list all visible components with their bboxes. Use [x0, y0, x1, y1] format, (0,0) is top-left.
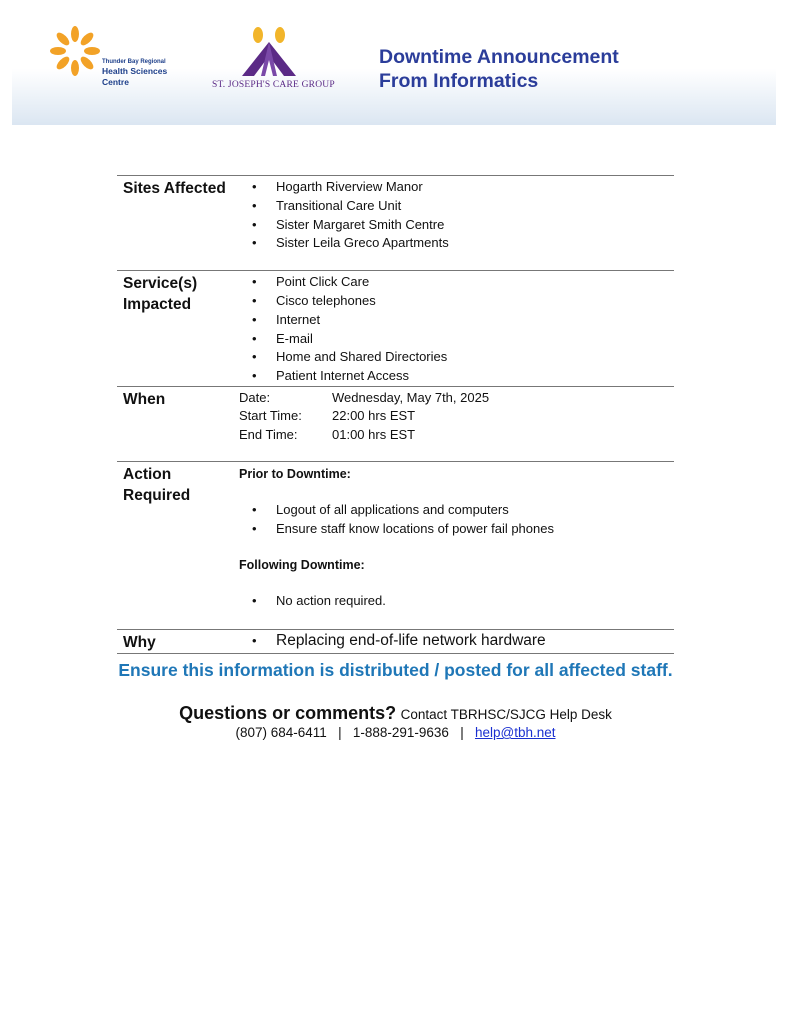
- when-content: [239, 386, 674, 462]
- services-list: [239, 273, 674, 386]
- services-content: [239, 271, 674, 387]
- prior-list: [239, 501, 674, 539]
- list-item: • Cisco telephones: [239, 292, 674, 311]
- end-time-line: [239, 426, 674, 445]
- tbrhsc-sun-logo-icon: [50, 26, 100, 76]
- list-item: • Replacing end-of-life network hardware: [239, 632, 674, 651]
- list-item: • Sister Leila Greco Apartments: [239, 234, 674, 253]
- sjcg-logo-icon: [234, 26, 304, 82]
- separator: |: [338, 725, 342, 740]
- tbrhsc-tagline: Thunder Bay Regional: [102, 59, 166, 65]
- why-list: [239, 632, 674, 651]
- contact-intro: Contact TBRHSC/SJCG Help Desk: [400, 707, 612, 722]
- services-label-line1: Service(s): [123, 275, 198, 293]
- services-label: [117, 271, 239, 387]
- phone-local: (807) 684-6411: [235, 725, 327, 740]
- tbrhsc-name-line1: Health Sciences: [102, 66, 168, 76]
- phone-tollfree: 1-888-291-9636: [352, 725, 449, 740]
- action-label-line2: Required: [123, 487, 191, 505]
- list-item: • Transitional Care Unit: [239, 197, 674, 216]
- list-item: • E-mail: [239, 330, 674, 349]
- action-label: [117, 462, 239, 629]
- list-item: • Ensure staff know locations of power fail phones: [239, 520, 674, 539]
- title-line2: From Informatics: [379, 70, 539, 92]
- why-row: [117, 629, 674, 653]
- sites-list: [239, 178, 674, 253]
- downtime-details-table: [117, 175, 674, 654]
- list-item: • Point Click Care: [239, 273, 674, 292]
- list-item: • Internet: [239, 311, 674, 330]
- action-row: [117, 462, 674, 629]
- prior-heading: Prior to Downtime:: [239, 467, 351, 482]
- list-item: • Hogarth Riverview Manor: [239, 178, 674, 197]
- help-email-link[interactable]: help@tbh.net: [474, 725, 556, 740]
- date-line: [239, 389, 674, 408]
- tbrhsc-wordmark: [102, 58, 167, 88]
- action-content: [239, 462, 674, 629]
- sites-row: [117, 176, 674, 271]
- why-label: Why: [123, 633, 156, 651]
- date-label: Date:: [239, 389, 271, 405]
- when-label: When: [123, 390, 166, 408]
- services-label-line2: Impacted: [123, 296, 192, 314]
- start-time-label: Start Time:: [239, 408, 302, 424]
- distribution-notice: Ensure this information is distributed / posted for all affected staff.: [118, 660, 673, 680]
- list-item: • Patient Internet Access: [239, 367, 674, 386]
- list-item: • Logout of all applications and computers: [239, 501, 674, 520]
- tbrhsc-name-line2: Centre: [102, 77, 129, 87]
- list-item: • Home and Shared Directories: [239, 348, 674, 367]
- end-time-value: 01:00 hrs EST: [332, 426, 416, 442]
- following-list: [239, 592, 674, 611]
- date-value: Wednesday, May 7th, 2025: [332, 389, 490, 405]
- when-row: [117, 386, 674, 462]
- sjcg-wordmark: ST. JOSEPH'S CARE GROUP: [212, 80, 335, 90]
- page-title: [379, 45, 619, 93]
- questions-heading: Questions or comments?: [179, 703, 397, 723]
- questions-line: [0, 703, 791, 724]
- page-header: [12, 0, 776, 125]
- title-line1: Downtime Announcement: [379, 46, 619, 68]
- sites-content: [239, 176, 674, 271]
- following-heading: Following Downtime:: [239, 558, 365, 573]
- start-time-value: 22:00 hrs EST: [332, 408, 416, 424]
- action-label-line1: Action: [123, 466, 172, 484]
- end-time-label: End Time:: [239, 426, 298, 442]
- contact-line: [0, 725, 791, 740]
- sites-label: Sites Affected: [123, 180, 226, 197]
- why-content: [239, 629, 674, 653]
- list-item: • No action required.: [239, 592, 674, 611]
- list-item: • Sister Margaret Smith Centre: [239, 216, 674, 235]
- separator: |: [460, 725, 464, 740]
- start-time-line: [239, 407, 674, 426]
- services-row: [117, 271, 674, 387]
